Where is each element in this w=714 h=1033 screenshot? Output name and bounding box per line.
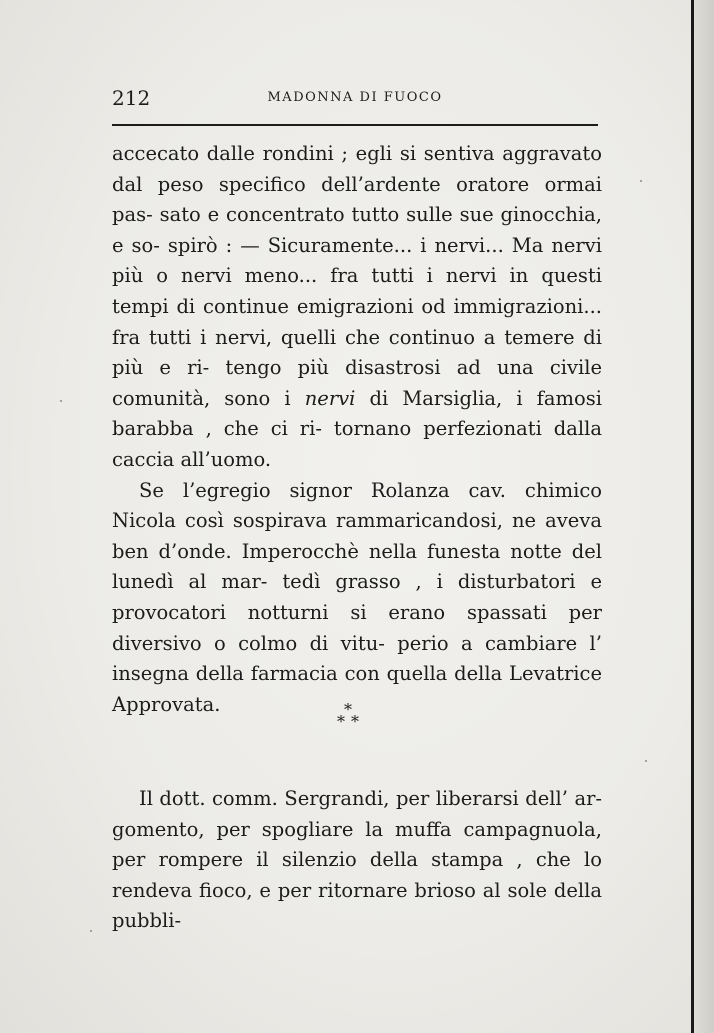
italic-word: nervi [304,386,356,410]
text-block-bottom [112,784,602,937]
line: fioco, e per ritornare brioso al sole della pubbli- [112,878,602,933]
paragraph-1 [112,139,602,476]
line: gomento, per spogliare la muffa campagnuola, per [112,817,602,872]
asterisk-icon: * [337,712,345,731]
line: perio a cambiare l’ insegna della farmacia con [112,631,602,686]
paragraph-2 [112,476,602,721]
line: dal peso specifico dell’ardente oratore ormai pas- [112,172,602,227]
page-number: 212 [112,86,151,110]
header-rule [112,124,598,126]
line: spirò : — Sicuramente... i nervi... Ma nervi più [112,233,603,288]
line: Se l’egregio signor Rolanza cav. chimico Nicola [112,478,602,533]
page-header [112,86,598,110]
line: accecato dalle rondini ; egli si sentiva aggravato [112,142,602,165]
line: sato e concentrato tutto sulle sue ginocchia, e so- [112,203,603,257]
line: quella della Levatrice Approvata. [112,662,603,716]
paragraph-3 [112,784,602,937]
line-part: i [284,386,305,410]
line-part: di Marsiglia, i famosi barabba , che ci ri- [112,386,602,441]
line: o nervi meno... fra tutti i nervi in questi tempi [112,264,603,318]
asterisk-icon: * [344,700,352,719]
paper-speck [640,180,642,182]
line: si erano spassati per diversivo o colmo di vitu- [112,600,603,655]
running-title: MADONNA DI FUOCO [267,90,443,105]
paper-speck [60,400,62,402]
section-separator [300,702,400,738]
line: Il dott. comm. Sergrandi, per liberarsi dell’ ar- [139,787,602,810]
line: rompere il silenzio della stampa , che lo rendeva [112,848,603,902]
page-edge-shadow [694,0,714,1033]
line: Imperocchè nella funesta notte del lunedì al mar- [112,539,603,594]
paper-speck [645,760,647,762]
line: di continue emigrazioni od immigrazioni... fra tutti [112,294,602,349]
text-block-top [112,139,602,720]
page-edge-line [691,0,694,1033]
paper-speck [90,930,92,932]
line: così sospirava rammaricandosi, ne aveva ben d’onde. [112,509,602,563]
line: tornano perfezionati dalla caccia all’uomo. [112,417,602,471]
line: tengo più disastrosi ad una civile comunità, sono [112,356,603,410]
line: i nervi, quelli che continuo a temere di più e ri- [112,325,603,380]
asterisk-icon: * [351,712,359,731]
line: tedì grasso , i disturbatori e provocatori notturni [112,570,602,624]
